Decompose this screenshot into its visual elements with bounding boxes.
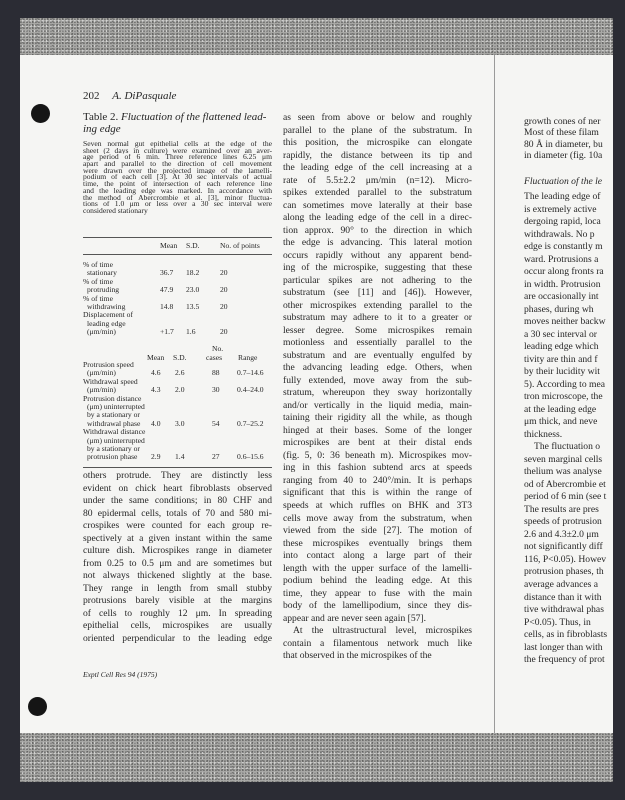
- col-header-range: Range: [238, 353, 258, 362]
- text-line: not always thickened slightly at the base.: [83, 570, 272, 582]
- text-line: fully extended, move away from the sub-: [283, 374, 472, 386]
- row-label: (μm/min): [87, 368, 116, 378]
- text-line: od of Abercrombie et: [524, 478, 606, 490]
- text-line: occurs rapidly without any apparent bend-: [283, 249, 472, 261]
- row-label: by a stationary or: [87, 410, 140, 420]
- row-label: Displacement of: [83, 310, 133, 320]
- text-line: Most of these filam: [524, 127, 599, 139]
- cell-n: 20: [220, 285, 228, 295]
- page-edge-line: [494, 55, 495, 733]
- row-label: Withdrawal distance: [83, 427, 146, 437]
- text-line: distance than it with: [524, 591, 602, 603]
- table-rule: [83, 237, 272, 238]
- table-row: [83, 261, 272, 278]
- text-line: other microspikes extending parallel to the: [283, 299, 472, 311]
- text-line: 80 Å in diameter, bu: [524, 138, 603, 150]
- text-line: 80 epidermal cells, totals of 70 and 580 mi-: [83, 507, 272, 519]
- table-header: [83, 241, 272, 250]
- text-line: ing in this fashion subtend arcs at speeds: [283, 462, 472, 474]
- text-line: others protrude. They are distinctly less: [83, 470, 272, 481]
- text-line: these microspikes eventually brings them: [283, 537, 472, 549]
- text-line: the method of Abercrombie et al. [3], minor fluctua-: [83, 194, 272, 202]
- row-label: Protrusion speed: [83, 360, 134, 369]
- middle-column-text: [283, 112, 472, 663]
- text-line: considered stationary: [83, 207, 148, 215]
- cell-range: 0.4–24.0: [237, 385, 264, 395]
- scan-background-top: [20, 18, 613, 58]
- table-rule: [83, 254, 272, 255]
- row-label: (μm) uninterrupted: [87, 401, 145, 411]
- text-line: At the ultrastructural level, microspikes: [293, 625, 472, 637]
- text-line: substratum may adhere to it to a greater or: [283, 312, 472, 324]
- text-line: speeds of protrusion: [524, 516, 602, 528]
- row-label: protruding: [87, 285, 120, 295]
- text-line: were drawn over the projected image of the lamelli-: [83, 167, 272, 175]
- table-row: [83, 378, 272, 395]
- text-line: speeds at which ruffles on BHK and 3T3: [283, 499, 472, 511]
- text-line: tivity are thin and f: [524, 353, 598, 365]
- text-line: can sometimes move laterally at their base: [283, 199, 472, 211]
- text-line: and the leading edge was marked. In accordance with: [83, 187, 272, 195]
- row-label: protrusion phase: [87, 452, 138, 462]
- text-line: dergoing rapid, loca: [524, 216, 601, 228]
- cell-sd: 13.5: [186, 301, 200, 311]
- text-line: parallel to the plane of the substratum. In: [283, 124, 472, 136]
- text-line: a 30 sec interval or: [524, 328, 597, 340]
- cell-sd: 18.2: [186, 268, 200, 278]
- text-line: time, the point of intersection of each reference line: [83, 181, 272, 188]
- col-header-mean: Mean: [160, 241, 178, 250]
- cell-sd: 3.0: [175, 418, 185, 428]
- cell-mean: 14.8: [160, 301, 174, 311]
- row-label: (μm/min): [87, 385, 116, 395]
- text-line: stratum, whereupon they sway horizontally: [283, 387, 472, 399]
- text-line: phases, during wh: [524, 303, 594, 315]
- row-label: by a stationary or: [87, 443, 140, 453]
- cell-mean: 2.9: [151, 452, 161, 462]
- text-line: motionless and essentially parallel to the: [283, 337, 472, 349]
- scan-background-bottom: [20, 730, 613, 782]
- cell-sd: 1.6: [186, 327, 196, 337]
- text-line: withdrawals. No p: [524, 228, 595, 240]
- text-line: are occasionally int: [524, 291, 599, 303]
- text-line: in diameter (fig. 10a: [524, 149, 603, 161]
- text-line: moves neither backw: [524, 316, 606, 328]
- text-line: protrusion phases, th: [524, 566, 604, 578]
- table-title: [83, 112, 273, 135]
- text-line: (fig. 5, 0: 36 beneath m). Microspikes mov-: [283, 449, 472, 461]
- text-line: into contact along a large part of their: [283, 550, 472, 562]
- table-part2: [83, 361, 272, 462]
- text-line: the advancing leading edge. Others, when: [283, 362, 472, 374]
- scan-border-right: [613, 0, 625, 800]
- text-line: tive withdrawal phas: [524, 604, 604, 616]
- cell-n: 20: [220, 327, 228, 337]
- text-line: is extremely active: [524, 203, 597, 215]
- text-line: substratum (see [11] and [46]). However,: [283, 287, 472, 299]
- text-line: 2.6 and 4.3±2.0 μm: [524, 528, 599, 540]
- cell-n: 54: [212, 418, 220, 428]
- text-line: seven marginal cells: [524, 453, 603, 465]
- col-header-n-top: No.: [212, 344, 224, 353]
- text-line: not significantly diff: [524, 541, 603, 553]
- table-row: [83, 278, 272, 295]
- text-line: sheet (2 days in culture) were examined over an aver-: [83, 147, 272, 155]
- text-line: Seven normal gut epithelial cells at the edge of the: [83, 141, 272, 148]
- text-line: The results are pres: [524, 503, 599, 515]
- text-line: tions of 1.0 μm or less over a 30 sec interval were: [83, 201, 272, 208]
- col-header-sd: S.D.: [173, 353, 187, 362]
- text-line: along the leading edge of the cell in a direc-: [283, 212, 472, 224]
- table-row: [83, 295, 272, 312]
- binder-hole-icon: [28, 697, 47, 716]
- text-line: average advances a: [524, 578, 599, 590]
- text-line: epithelial cells, microspikes are usually: [83, 620, 272, 632]
- table-label: Table 2.: [83, 111, 119, 123]
- row-label: % of time: [83, 260, 113, 269]
- text-line: at the leading edge: [524, 403, 597, 415]
- text-line: cells move away from the substratum, when: [283, 512, 472, 524]
- cell-sd: 2.6: [175, 368, 185, 378]
- text-line: evident on chick heart fibroblasts observed: [83, 482, 272, 494]
- table-row: [83, 428, 272, 462]
- col-header-cases: cases: [206, 353, 223, 362]
- text-line: this position, the microspike can elongate: [283, 137, 472, 149]
- cell-n: 30: [212, 385, 220, 395]
- cell-mean: 36.7: [160, 268, 174, 278]
- table-caption: [83, 141, 272, 215]
- binder-hole-icon: [31, 104, 50, 123]
- text-line: the edge is advancing. This lateral motion: [283, 237, 472, 249]
- text-line: P<0.05). Thus, in: [524, 616, 591, 628]
- col-header-sd: S.D.: [186, 241, 200, 250]
- text-line: particular spikes are not adhering to the: [283, 274, 472, 286]
- cell-sd: 2.0: [175, 385, 185, 395]
- text-line: podium behind the leading edge. At this: [283, 575, 472, 587]
- table-rule: [83, 467, 272, 468]
- text-line: and/or vertically in the liquid media, main-: [283, 399, 472, 411]
- text-line: spectively at a given instant within the same: [83, 532, 272, 544]
- cell-mean: 4.3: [151, 385, 161, 395]
- text-line: viewed from the side [27]. The motion of: [283, 525, 472, 537]
- text-line: thelium was analyse: [524, 466, 602, 478]
- text-line: from 0.25 to 0.5 μm and are sometimes but: [83, 557, 272, 569]
- text-line: in width. Protrusion: [524, 278, 601, 290]
- row-label: Withdrawal speed: [83, 376, 138, 386]
- row-label: withdrawing: [87, 301, 126, 311]
- running-head: [83, 90, 176, 102]
- cell-mean: 47.9: [160, 285, 174, 295]
- cell-n: 88: [212, 368, 220, 378]
- text-line: oriented perpendicular to the leading edge: [83, 632, 272, 644]
- cell-n: 20: [220, 268, 228, 278]
- text-line: length with the upper surface of the lamelli-: [283, 562, 472, 574]
- cell-n: 20: [220, 301, 228, 311]
- row-label: stationary: [87, 268, 117, 278]
- text-line: culture dish. Microspikes range in diameter: [83, 545, 272, 557]
- text-line: as seen from above or below and roughly: [283, 112, 472, 123]
- cell-range: 0.7–14.6: [237, 368, 264, 378]
- page-number: 202: [83, 90, 100, 102]
- text-line: body of the lamellipodium, since they dis-: [283, 600, 472, 612]
- text-line: rapidly, the distance between its tip and: [283, 149, 472, 161]
- right-column-text: [524, 191, 613, 667]
- text-line: 116, P<0.05). Howev: [524, 553, 607, 565]
- left-column-text: [83, 470, 272, 645]
- text-line: significant that this is within the range of: [283, 487, 472, 499]
- row-label: (μm) uninterrupted: [87, 435, 145, 445]
- text-line: period of 6 min (see t: [524, 491, 607, 503]
- table-row: [83, 361, 272, 378]
- text-line: tron microscope, the: [524, 391, 603, 403]
- text-line: They range in length from small stubby: [83, 582, 272, 594]
- text-line: ward. Protrusions a: [524, 253, 599, 265]
- text-line: protrusions barely visible at the margins: [83, 595, 272, 607]
- text-line: the leading edge of the cell increasing at a: [283, 162, 472, 174]
- text-line: that observed in the microspikes of the: [283, 650, 432, 662]
- row-label: leading edge: [87, 318, 126, 328]
- row-label: Protrusion distance: [83, 393, 142, 403]
- cell-mean: 4.6: [151, 368, 161, 378]
- text-line: time, they appear to fuse with the main: [283, 587, 472, 599]
- text-line: appear and are never seen again [57].: [283, 612, 427, 624]
- text-line: substratum and are eventually engulfed by: [283, 349, 472, 361]
- row-label: withdrawal phase: [87, 418, 141, 428]
- text-line: occur along fronts ra: [524, 266, 604, 278]
- table-part1: [83, 261, 272, 337]
- journal-citation: Exptl Cell Res 94 (1975): [83, 670, 158, 679]
- col-header-mean: Mean: [147, 353, 165, 362]
- row-label: % of time: [83, 276, 113, 286]
- cell-mean: 4.0: [151, 418, 161, 428]
- table-title-line: ing edge: [83, 122, 121, 135]
- text-line: lesser degree. Some microspikes remain: [283, 324, 472, 336]
- text-line: edge is constantly m: [524, 241, 603, 253]
- row-label: (μm/min): [87, 327, 116, 337]
- cell-range: 0.6–15.6: [237, 452, 264, 462]
- table-row: [83, 311, 272, 336]
- text-line: thickness.: [524, 428, 563, 440]
- cell-mean: +1.7: [160, 327, 174, 337]
- cell-range: 0.7–25.2: [237, 418, 264, 428]
- text-line: hinged at their bases. Some of the longer: [283, 424, 472, 436]
- text-line: μm thick, and neve: [524, 416, 598, 428]
- text-line: 5). According to mea: [524, 378, 605, 390]
- text-line: the frequency of prot: [524, 654, 605, 666]
- text-line: spikes extended parallel to the substratum: [283, 187, 472, 199]
- text-line: contain a filamentous network much like: [283, 637, 472, 649]
- text-line: last longer than with: [524, 641, 603, 653]
- text-line: tion approx. 90° to the direction in which: [283, 224, 472, 236]
- right-column-top: [524, 116, 613, 161]
- text-line: ing of the microspike, suggesting that these: [283, 262, 472, 274]
- text-line: growth cones of ner: [524, 116, 601, 127]
- text-line: leading edge which: [524, 341, 599, 353]
- text-line: rate of 5.5±2.2 μm/min (n=12). Micro-: [283, 174, 472, 186]
- text-line: microspikes are bent at their distal ends: [283, 437, 472, 449]
- table-row: [83, 395, 272, 429]
- table-title-line: Fluctuation of the flattened lead-: [121, 111, 267, 123]
- col-header-n: No. of points: [220, 241, 260, 250]
- text-line: age period of 6 min. Three reference lines 6.25 μm: [83, 154, 272, 162]
- text-line: crospikes were counted for each group re-: [83, 520, 272, 532]
- text-line: apart and parallel to the direction of cell movement: [83, 161, 272, 168]
- text-line: podium of each cell [3]. At 30 sec intervals of actual: [83, 174, 272, 182]
- section-heading: Fluctuation of the le: [524, 176, 603, 187]
- cell-n: 27: [212, 452, 220, 462]
- row-label: % of time: [83, 293, 113, 303]
- cell-sd: 1.4: [175, 452, 185, 462]
- text-line: ranging from 40 to 240°/min. It is perhaps: [283, 474, 472, 486]
- cell-sd: 23.0: [186, 285, 200, 295]
- text-line: by their lucidity wit: [524, 366, 600, 378]
- text-line: The fluctuation o: [534, 441, 601, 453]
- text-line: under the same conditions; in 80 CHF and: [83, 495, 272, 507]
- text-line: cells, as in fibroblasts: [524, 629, 608, 641]
- text-line: taining their rigidity all the while, as though: [283, 412, 472, 424]
- text-line: of cells to roughly 12 μm. In spreading: [83, 607, 272, 619]
- text-line: The leading edge of: [524, 191, 601, 202]
- author-name: A. DiPasquale: [112, 90, 177, 102]
